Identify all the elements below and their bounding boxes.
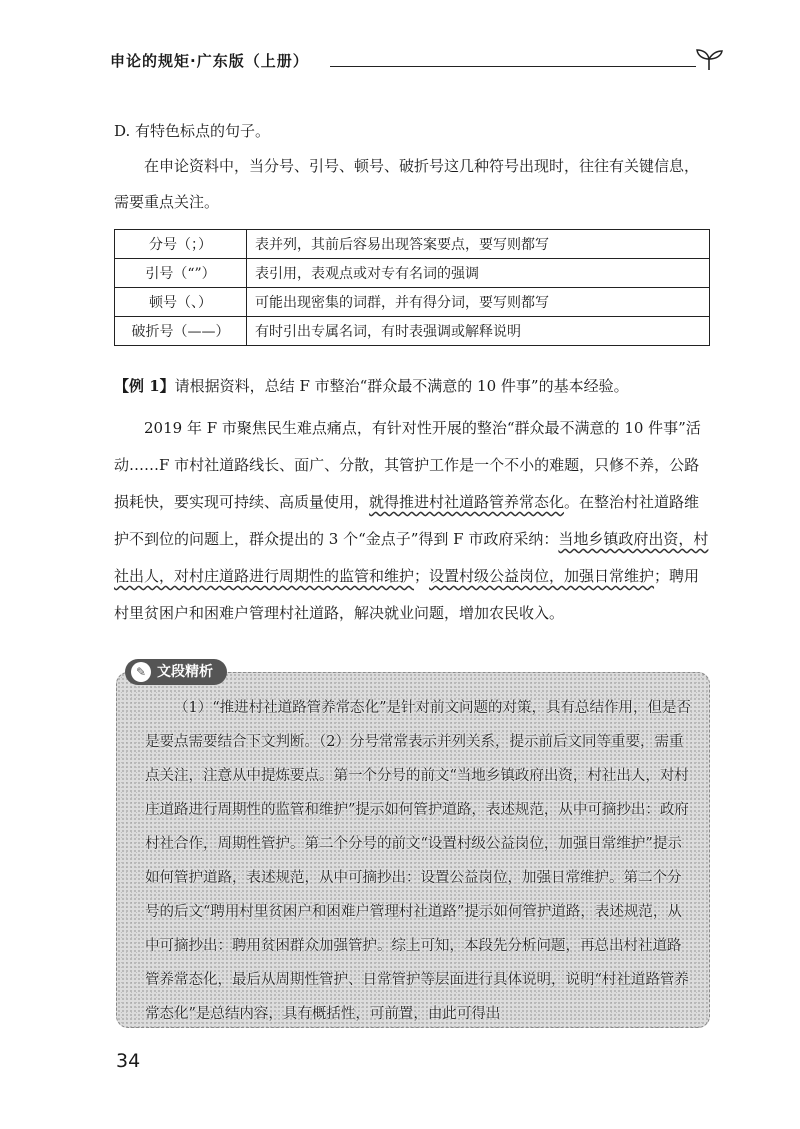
section-heading: D. 有特色标点的句子。 — [114, 122, 271, 140]
analysis-label — [125, 659, 227, 685]
example-label: 【例 1】 — [114, 377, 175, 395]
page-number: 34 — [116, 1050, 141, 1072]
passage-text: 。在整治村社道路维护不到位的问题上，群众提出的 3 个“金点子”得到 F 市政府采纳： — [114, 493, 700, 548]
passage-text: ；聘用村里贫困户和困难户管理村社道路，解决就业问题，增加农民收入。 — [114, 567, 700, 622]
table-cell-desc: 有时引出专属名词，有时表强调或解释说明 — [247, 317, 710, 346]
table-row — [115, 230, 710, 259]
table-cell-desc: 表并列，其前后容易出现答案要点，要写则都写 — [247, 230, 710, 259]
table-cell-desc: 表引用，表观点或对专有名词的强调 — [247, 259, 710, 288]
table-cell-mark: 顿号（、） — [115, 288, 247, 317]
passage-text: 2019 年 F 市聚焦民生难点痛点，有针对性开展的整治“群众最不满意的 10 件事”活动……F 市村社道路线长、面广、分散，其管护工作是一个不小的难题，只修不养，公路损耗快，要实现可持续、高质量使用， — [114, 419, 701, 511]
sprout-icon — [694, 46, 724, 72]
punctuation-table — [114, 229, 710, 346]
analysis-label-text: 文段精析 — [157, 664, 213, 680]
analysis-text: （1）“推进村社道路管养常态化”是针对前文问题的对策，具有总结作用，但是否是要点需要结合下文判断。（2）分号常常表示并列关系，提示前后文同等重要，需重点关注，注意从中提炼要点。第一个分号的前文“当地乡镇政府出资，村社出人，对村庄道路进行周期性的监管和维护”提示如何管护道路，表述规范，从中可摘抄出：政府村社合作，周期性管护。第二个分号的前文“设置村级公益岗位，加强日常维护”提示如何管护道路，表述规范，从中可摘抄出：设置公益岗位，加强日常维护。第二个分号的后文“聘用村里贫困户和困难户管理村社道路”提示如何管护道路，表述规范，从中可摘抄出：聘用贫困群众加强管护。综上可知，本段先分析问题，再总出村社道路管养常态化，最后从周期性管护、日常管护等层面进行具体说明，说明“村社道路管养常态化”是总结内容，具有概括性，可前置，由此可得出 — [145, 700, 692, 1022]
table-row — [115, 317, 710, 346]
example-question-line — [114, 368, 710, 404]
table-cell-mark: 引号（“”） — [115, 259, 247, 288]
running-header — [110, 46, 710, 76]
passage-underlined: 就得推进村社道路管养常态化 — [369, 493, 565, 511]
analysis-box — [116, 664, 710, 1028]
header-rule — [330, 66, 696, 67]
example-question: 请根据资料，总结 F 市整治“群众最不满意的 10 件事”的基本经验。 — [174, 377, 629, 395]
pen-icon: ✎ — [131, 662, 151, 682]
table-row — [115, 288, 710, 317]
passage-underlined: 当地乡镇政府出资，村社出人，对村庄道路进行周期性的监管和维护 — [114, 530, 709, 585]
table-cell-desc: 可能出现密集的词群，并有得分词，要写则都写 — [247, 288, 710, 317]
passage-underlined: 设置村级公益岗位，加强日常维护 — [429, 567, 655, 585]
passage-text: ； — [414, 567, 430, 585]
section-intro: 在申论资料中，当分号、引号、顿号、破折号这几种符号出现时，往往有关键信息，需要重点关注。 — [114, 157, 700, 211]
table-cell-mark: 破折号（——） — [115, 317, 247, 346]
header-title: 申论的规矩·广东版（上册） — [110, 52, 309, 70]
table-cell-mark: 分号（；） — [115, 230, 247, 259]
table-row — [115, 259, 710, 288]
example-passage — [114, 410, 710, 632]
